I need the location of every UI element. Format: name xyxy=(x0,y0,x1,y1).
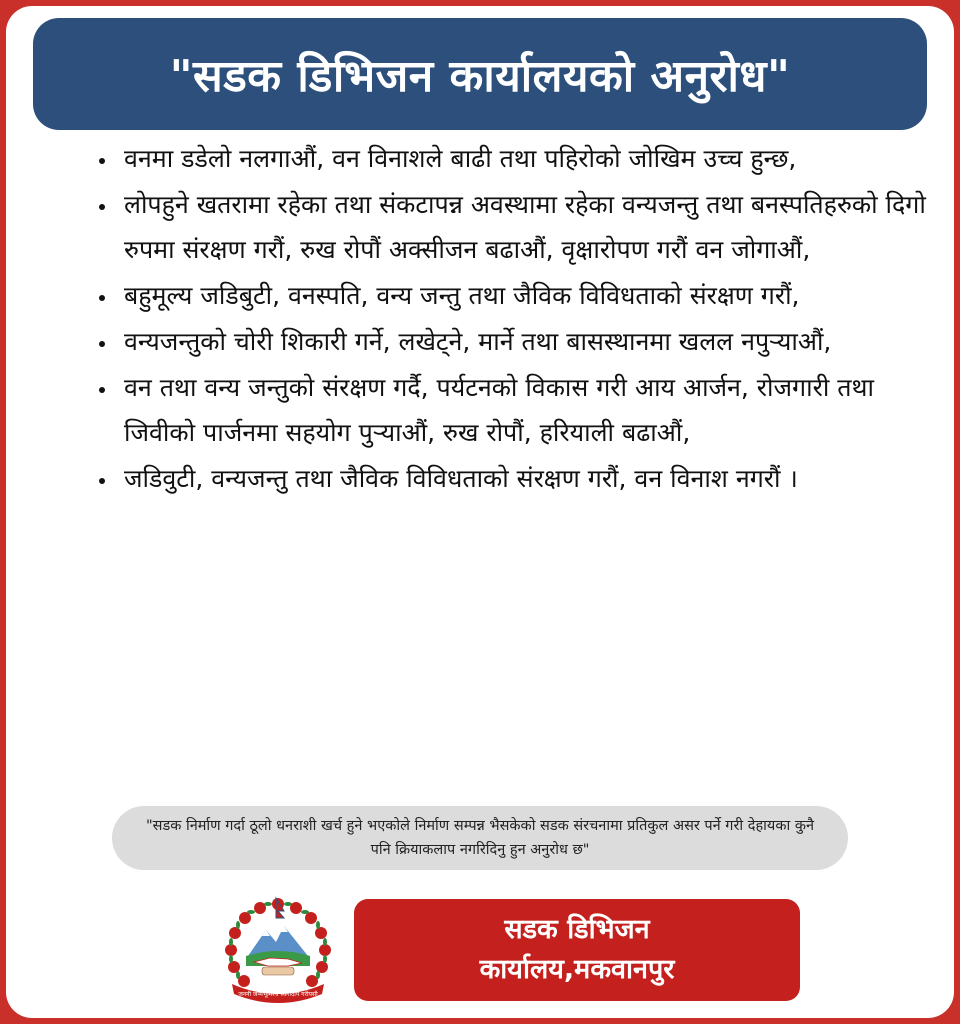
title-banner xyxy=(33,18,927,130)
office-name-line-2: कार्यालय,मकवानपुर xyxy=(479,954,675,985)
list-item: • वनमा डडेलो नलगाऔं, वन विनाशले बाढी तथा पहिरोको जोखिम उच्च हुन्छ, xyxy=(118,136,938,181)
list-item: • लोपहुने खतरामा रहेका तथा संकटापन्न अवस्थामा रहेका वन्यजन्तु तथा बनस्पतिहरुको दिगो रुपमा संरक्षण गरौं, रुख रोपौं अक्सीजन बढाऔं, वृक्षारोपण गरौं वन जोगाऔं, xyxy=(118,182,938,272)
nepal-emblem-icon xyxy=(218,896,338,1006)
request-list xyxy=(88,136,938,502)
list-item: • बहुमूल्य जडिबुटी, वनस्पति, वन्य जन्तु तथा जैविक विविधताको संरक्षण गरौं, xyxy=(118,273,938,318)
list-item: • जडिवुटी, वन्यजन्तु तथा जैविक विविधताको संरक्षण गरौं, वन विनाश नगरौं । xyxy=(118,456,938,501)
emblem-motto: जननी जन्मभूमिश्च स्वर्गादपि गरीयसी xyxy=(238,991,318,998)
list-item: • वन तथा वन्य जन्तुको संरक्षण गर्दै, पर्यटनको विकास गरी आय आर्जन, रोजगारी तथा जिवीको पार्जनमा सहयोग पुऱ्याऔं, रुख रोपौं, हरियाली बढाऔं, xyxy=(118,365,938,455)
list-item: • वन्यजन्तुको चोरी शिकारी गर्ने, लखेट्ने, मार्ने तथा बासस्थानमा खलल नपुऱ्याऔं, xyxy=(118,319,938,364)
office-name-line-1: सडक डिभिजन xyxy=(504,914,650,945)
office-name-box xyxy=(354,899,800,1001)
request-note xyxy=(112,806,848,870)
page-title: "सडक डिभिजन कार्यालयको अनुरोध" xyxy=(169,51,791,102)
notice-card xyxy=(6,6,954,1018)
request-note-text: "सडक निर्माण गर्दा ठूलो धनराशी खर्च हुने भएकोले निर्माण सम्पन्न भैसकेको सडक संरचनामा प्रतिकुल असर पर्ने गरी देहायका कुनै पनि क्रियाकलाप नगरिदिनु हुन अनुरोध छ" xyxy=(145,818,815,858)
